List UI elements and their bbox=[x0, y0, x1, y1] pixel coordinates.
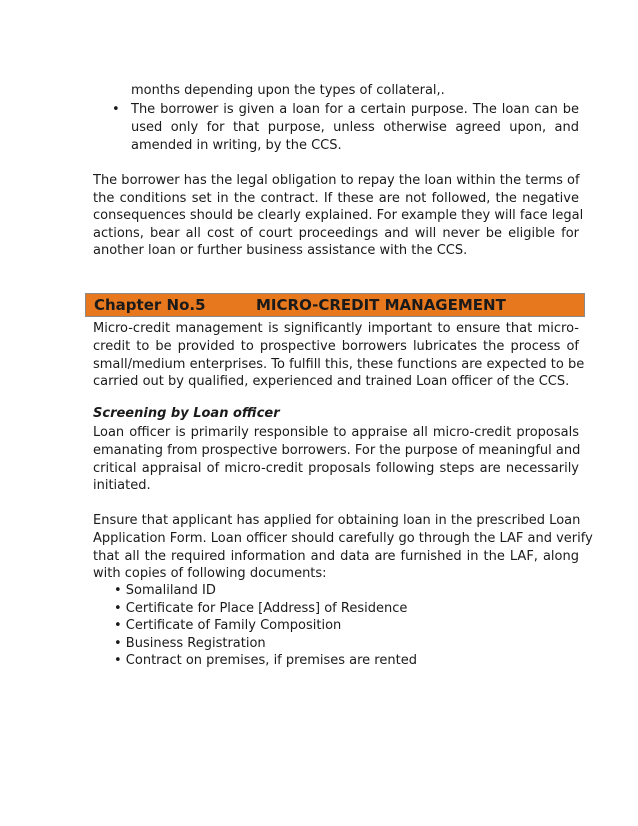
paragraph-line: Application Form. Loan officer should carefully go through the LAF and verify bbox=[93, 531, 593, 546]
paragraph-line: small/medium enterprises. To fulfill this, these functions are expected to be bbox=[93, 357, 585, 372]
documents-list bbox=[114, 582, 417, 670]
paragraph-line: Loan officer is primarily responsible to appraise all micro-credit proposals bbox=[93, 425, 579, 440]
paragraph-line: Micro-credit management is significantly important to ensure that micro- bbox=[93, 321, 579, 336]
paragraph-line: another loan or further business assistance with the CCS. bbox=[93, 243, 468, 258]
chapter-title: MICRO-CREDIT MANAGEMENT bbox=[256, 296, 506, 314]
paragraph-line: actions, bear all cost of court proceedings and will never be eligible for bbox=[93, 226, 579, 241]
paragraph-line: emanating from prospective borrowers. For the purpose of meaningful and bbox=[93, 443, 581, 458]
paragraph-line: initiated. bbox=[93, 478, 151, 493]
list-item: • Somaliland ID bbox=[114, 583, 216, 598]
paragraph-line: that all the required information and data are furnished in the LAF, along bbox=[93, 549, 579, 564]
bullet-text-line: amended in writing, by the CCS. bbox=[131, 138, 342, 153]
paragraph-line: the conditions set in the contract. If these are not followed, the negative bbox=[93, 191, 579, 206]
paragraph-line: credit to be provided to prospective borrowers lubricates the process of bbox=[93, 339, 579, 354]
list-item: • Business Registration bbox=[114, 635, 266, 651]
chapter-heading-bar bbox=[85, 293, 585, 317]
bullet-marker: • bbox=[112, 102, 120, 117]
list-item: • Certificate of Family Composition bbox=[114, 618, 342, 634]
paragraph-line: carried out by qualified, experienced and trained Loan officer of the CCS. bbox=[93, 374, 570, 389]
paragraph-line: with copies of following documents: bbox=[93, 566, 327, 581]
paragraph-line: Ensure that applicant has applied for obtaining loan in the prescribed Loan bbox=[93, 513, 581, 528]
bullet-text-line: The borrower is given a loan for a certain purpose. The loan can be bbox=[131, 102, 579, 117]
section-heading: Screening by Loan officer bbox=[93, 406, 280, 421]
list-item: • Certificate for Place [Address] of Residence bbox=[114, 600, 408, 616]
paragraph-line: consequences should be clearly explained. For example they will face legal bbox=[93, 208, 584, 223]
chapter-number: Chapter No.5 bbox=[94, 296, 206, 314]
bullet-text-line: used only for that purpose, unless otherwise agreed upon, and bbox=[131, 120, 579, 135]
paragraph-line: The borrower has the legal obligation to repay the loan within the terms of bbox=[93, 173, 580, 188]
continuation-line: months depending upon the types of collateral,. bbox=[131, 83, 445, 98]
list-item: • Contract on premises, if premises are rented bbox=[114, 653, 417, 669]
paragraph-line: critical appraisal of micro-credit proposals following steps are necessarily bbox=[93, 461, 579, 476]
